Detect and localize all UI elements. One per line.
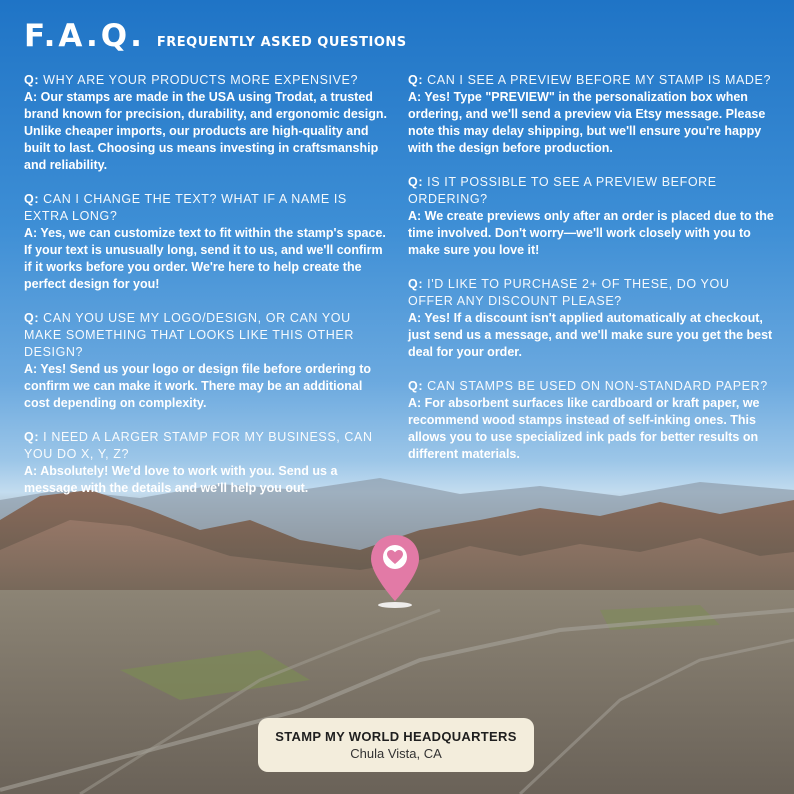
faq-answer: A: Yes! Type "PREVIEW" in the personalization box when ordering, and we'll send a preview via Etsy message. Please note this may delay shipping, but we'll ensure you're happy with the design before production.	[408, 90, 766, 155]
headquarters-name: STAMP MY WORLD HEADQUARTERS	[275, 729, 517, 744]
faq-answer: A: Our stamps are made in the USA using Trodat, a trusted brand known for precision, durability, and ergonomic design. Unlike cheaper imports, our products are high-quality and built to last. Choosing us means investing in craftsmanship and reliability.	[24, 90, 388, 172]
page-title: F.A.Q.	[24, 18, 145, 54]
faq-question: Q: CAN STAMPS BE USED ON NON-STANDARD PAPER?	[408, 379, 768, 393]
headquarters-label	[258, 718, 534, 772]
faq-question: Q: CAN YOU USE MY LOGO/DESIGN, OR CAN YOU MAKE SOMETHING THAT LOOKS LIKE THIS OTHER DESIGN?	[24, 311, 354, 359]
faq-question: Q: IS IT POSSIBLE TO SEE A PREVIEW BEFORE ORDERING?	[408, 175, 717, 206]
faq-item	[24, 191, 390, 293]
header	[24, 18, 407, 54]
faq-item	[408, 174, 774, 259]
faq-answer: A: For absorbent surfaces like cardboard or kraft paper, we recommend wood stamps instead of self-inking ones. This allows you to use specialized ink pads for better results on different materials.	[408, 396, 760, 461]
faq-item	[408, 378, 774, 463]
faq-question: Q: CAN I CHANGE THE TEXT? WHAT IF A NAME IS EXTRA LONG?	[24, 192, 347, 223]
headquarters-city: Chula Vista, CA	[350, 746, 442, 761]
faq-answer: A: Yes, we can customize text to fit within the stamp's space. If your text is unusually long, send it to us, and we'll confirm if it works before you order. We're here to help create the perfect design for you!	[24, 226, 386, 291]
faq-item	[408, 276, 774, 361]
faq-answer: A: We create previews only after an order is placed due to the time involved. Don't worry—we'll work closely with you to make sure you love it!	[408, 209, 774, 257]
faq-item	[24, 310, 390, 412]
faq-question: Q: I NEED A LARGER STAMP FOR MY BUSINESS, CAN YOU DO X, Y, Z?	[24, 430, 373, 461]
faq-column-left	[24, 72, 390, 514]
faq-question: Q: CAN I SEE A PREVIEW BEFORE MY STAMP IS MADE?	[408, 73, 772, 87]
faq-question: Q: I'D LIKE TO PURCHASE 2+ OF THESE, DO YOU OFFER ANY DISCOUNT PLEASE?	[408, 277, 730, 308]
faq-column-right	[408, 72, 774, 480]
faq-answer: A: Absolutely! We'd love to work with you. Send us a message with the details and we'll help you out.	[24, 464, 338, 495]
page-subtitle: FREQUENTLY ASKED QUESTIONS	[156, 35, 407, 50]
faq-item	[24, 429, 390, 497]
faq-item	[408, 72, 774, 157]
faq-answer: A: Yes! Send us your logo or design file before ordering to confirm we can make it work. There may be an additional cost depending on complexity.	[24, 362, 372, 410]
location-pin-heart-icon	[369, 533, 421, 609]
faq-answer: A: Yes! If a discount isn't applied automatically at checkout, just send us a message, and we'll make sure you get the best deal for your order.	[408, 311, 773, 359]
faq-item	[24, 72, 390, 174]
faq-question: Q: WHY ARE YOUR PRODUCTS MORE EXPENSIVE?	[24, 73, 359, 87]
